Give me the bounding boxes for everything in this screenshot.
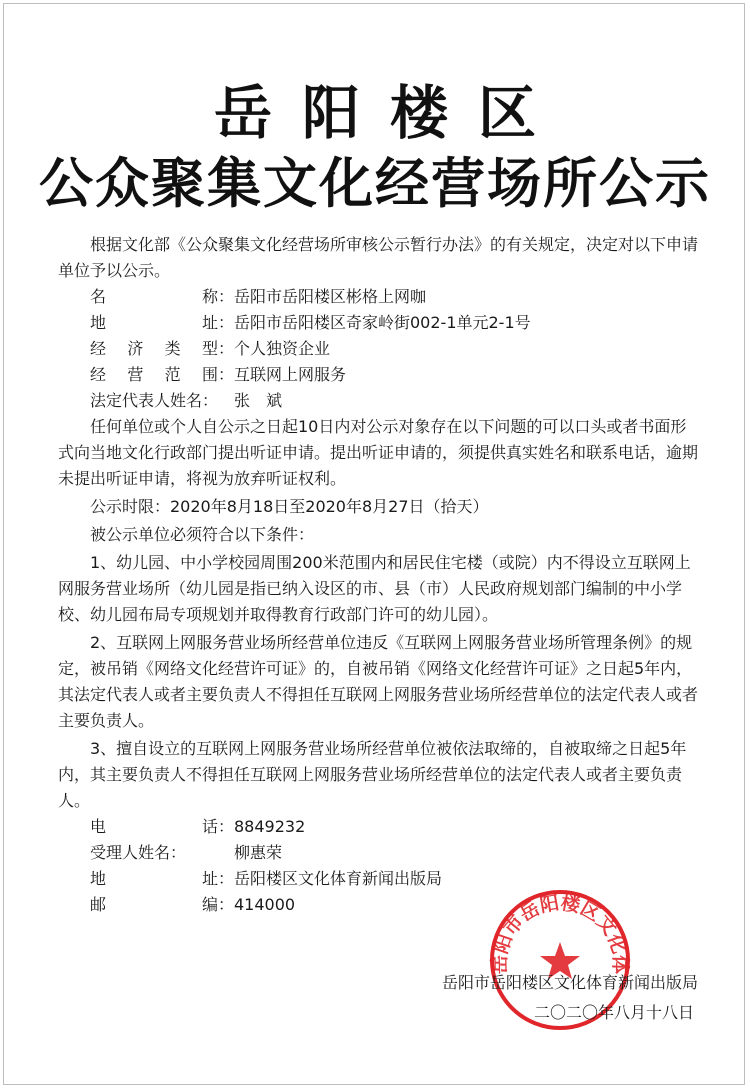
field-type <box>58 336 698 362</box>
notice-body <box>58 232 698 918</box>
field-legal-value: 张 斌 <box>234 391 283 410</box>
intro-paragraph: 根据文化部《公众聚集文化经营场所审核公示暂行办法》的有关规定，决定对以下申请单位予以公示。 <box>58 235 699 280</box>
field-scope-value: 互联网上网服务 <box>234 365 347 384</box>
signature-block <box>442 970 698 1026</box>
contact-address-label: 地 址： <box>90 869 234 888</box>
contact-postcode-label: 邮 编： <box>90 895 234 914</box>
field-legal <box>58 388 698 414</box>
field-type-label: 经 济 类 型： <box>90 339 234 358</box>
contact-handler-label: 受理人姓名： <box>90 843 187 862</box>
field-name-label: 名 称： <box>90 287 234 306</box>
title-main: 公众聚集文化经营场所公示 <box>39 151 711 215</box>
condition-item: 3、擅自设立的互联网上网服务营业场所经营单位被依法取缔的，自被取缔之日起5年内，其主要负责人不得担任互联网上网服务营业场所经营单位的法定代表人或者主要负责人。 <box>58 739 687 810</box>
field-name-value: 岳阳市岳阳楼区彬格上网咖 <box>234 287 427 306</box>
issue-date: 二〇二〇年八月十八日 <box>533 1003 694 1022</box>
condition-item: 1、幼儿园、中小学校园周围200米范围内和居民住宅楼（或院）内不得设立互联网上网服务营业场所（幼儿园是指已纳入设区的市、县（市）人民政府规划部门编制的中小学校、幼儿园布局专项规划并取得教育行政部门许可的幼儿园）。 <box>58 553 691 624</box>
contact-handler-value: 柳惠荣 <box>234 843 283 862</box>
contact-phone-value: 8849232 <box>234 817 306 836</box>
field-address-label: 地 址： <box>90 313 234 332</box>
period-paragraph: 公示时限：2020年8月18日至2020年8月27日（拾天） <box>90 497 489 516</box>
contact-postcode-value: 414000 <box>234 895 296 914</box>
contact-phone <box>58 814 698 840</box>
field-scope <box>58 362 698 388</box>
condition-item: 2、互联网上网服务营业场所经营单位违反《互联网上网服务营业场所管理条例》的规定，被吊销《网络文化经营许可证》的，自被吊销《网络文化经营许可证》之日起5年内，其法定代表人或者主要负责人不得担任互联网上网服务营业场所经营单位的法定代表人或者主要负责人。 <box>58 633 699 730</box>
contact-address-value: 岳阳楼区文化体育新闻出版局 <box>234 869 443 888</box>
contact-handler <box>58 840 698 866</box>
conditions-intro: 被公示单位必须符合以下条件： <box>90 525 315 544</box>
field-address-value: 岳阳市岳阳楼区奇家岭街002-1单元2-1号 <box>234 313 531 332</box>
field-address <box>58 310 698 336</box>
title-district: 岳阳楼区 <box>213 79 566 147</box>
notice-paragraph: 任何单位或个人自公示之日起10日内对公示对象存在以下问题的可以口头或者书面形式向当地文化行政部门提出听证申请。提出听证申请的，须提供真实姓名和联系电话，逾期未提出听证申请，将视为放弃听证权利。 <box>58 417 699 488</box>
field-type-value: 个人独资企业 <box>234 339 331 358</box>
field-legal-label: 法定代表人姓名： <box>90 391 219 410</box>
issuer-name: 岳阳市岳阳楼区文化体育新闻出版局 <box>441 973 698 992</box>
field-name <box>58 284 698 310</box>
field-scope-label: 经 营 范 围： <box>90 365 234 384</box>
contact-phone-label: 电 话： <box>90 817 234 836</box>
seal-text: 岳阳市岳阳楼区文化体 <box>488 891 632 975</box>
